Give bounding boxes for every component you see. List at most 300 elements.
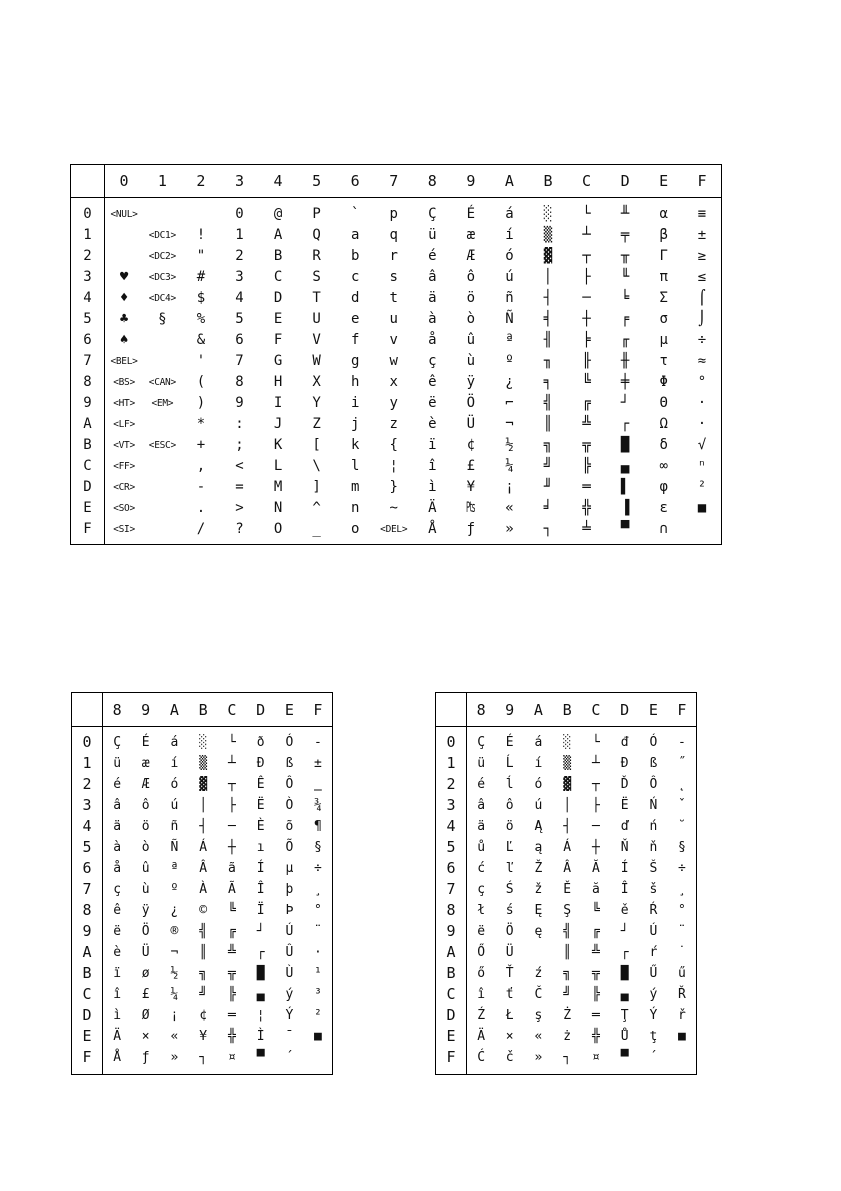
char-cell: ç bbox=[477, 882, 486, 897]
char-cell: ª bbox=[505, 332, 514, 348]
table-row bbox=[436, 1005, 697, 1026]
char-cell: ¾ bbox=[313, 798, 322, 813]
char-cell: ─ bbox=[582, 290, 591, 306]
row-header: 5 bbox=[71, 309, 105, 330]
char-cell: ╗ bbox=[563, 966, 572, 981]
char-cell: å bbox=[113, 861, 122, 876]
char-cell: È bbox=[256, 819, 265, 834]
char-cell: þ bbox=[285, 882, 294, 897]
char-cell: Ţ bbox=[620, 1008, 629, 1023]
table-row bbox=[71, 519, 722, 545]
char-cell: J bbox=[273, 416, 283, 432]
char-cell: e bbox=[350, 311, 360, 327]
char-cell: ╠ bbox=[582, 458, 591, 474]
corner-cell bbox=[72, 693, 103, 727]
table-row bbox=[72, 879, 333, 900]
char-cell: D bbox=[273, 290, 283, 306]
char-cell: ░ bbox=[543, 206, 553, 222]
char-cell: ₧ bbox=[466, 500, 476, 516]
char-cell: ╨ bbox=[620, 206, 630, 222]
char-cell: k bbox=[350, 437, 360, 453]
char-cell: ý bbox=[649, 987, 658, 1002]
char-cell: ╣ bbox=[543, 395, 553, 411]
char-cell: Û bbox=[285, 945, 294, 960]
column-header: B bbox=[553, 693, 582, 727]
char-cell: ╬ bbox=[227, 1029, 236, 1044]
char-cell: Ö bbox=[466, 395, 476, 411]
char-cell: Ü bbox=[141, 945, 150, 960]
char-cell: Þ bbox=[285, 903, 294, 918]
char-cell: Ő bbox=[477, 945, 486, 960]
char-cell: î bbox=[428, 458, 437, 474]
char-cell: É bbox=[505, 735, 514, 750]
table-row bbox=[72, 816, 333, 837]
char-cell: s bbox=[389, 269, 398, 285]
char-cell: x bbox=[389, 374, 398, 390]
char-cell: ♠ bbox=[119, 332, 129, 348]
char-cell: ¥ bbox=[466, 479, 476, 495]
row-header: D bbox=[436, 1005, 467, 1026]
char-cell: Ò bbox=[285, 798, 294, 813]
char-cell: á bbox=[170, 735, 179, 750]
char-cell: ¶ bbox=[313, 819, 322, 834]
char-cell: ł bbox=[477, 903, 486, 918]
char-cell: │ bbox=[199, 798, 208, 813]
char-cell: ╔ bbox=[227, 924, 236, 939]
char-cell: Q bbox=[312, 227, 321, 243]
char-cell: ŕ bbox=[649, 945, 658, 960]
char-cell: o bbox=[350, 521, 360, 537]
char-cell: f bbox=[350, 332, 360, 348]
char-cell: ÷ bbox=[677, 861, 686, 876]
char-cell: Ü bbox=[505, 945, 514, 960]
row-header: A bbox=[71, 414, 105, 435]
char-cell: ý bbox=[285, 987, 294, 1002]
table-row bbox=[436, 858, 697, 879]
row-header: 8 bbox=[436, 900, 467, 921]
char-cell: ¡ bbox=[170, 1008, 179, 1023]
column-header: 7 bbox=[374, 165, 413, 198]
char-cell: ª bbox=[170, 861, 179, 876]
char-cell: Ń bbox=[649, 798, 658, 813]
char-cell: è bbox=[428, 416, 437, 432]
char-cell: Ě bbox=[563, 882, 572, 897]
char-cell: ╦ bbox=[591, 966, 600, 981]
table-row bbox=[436, 879, 697, 900]
char-cell: <LF> bbox=[113, 419, 135, 430]
char-cell: ≥ bbox=[697, 248, 707, 264]
row-header: 3 bbox=[72, 795, 103, 816]
char-cell: ľ bbox=[505, 861, 514, 876]
column-header: C bbox=[218, 693, 247, 727]
char-cell: ├ bbox=[591, 798, 600, 813]
char-cell: ≡ bbox=[697, 206, 707, 222]
char-cell: ß bbox=[649, 756, 658, 771]
char-cell: × bbox=[141, 1029, 150, 1044]
char-cell: « bbox=[534, 1029, 543, 1044]
char-cell: ├ bbox=[582, 269, 591, 285]
char-cell: Ø bbox=[141, 1008, 150, 1023]
row-header: 7 bbox=[71, 351, 105, 372]
char-cell: ë bbox=[428, 395, 437, 411]
char-cell: 2 bbox=[235, 248, 244, 264]
column-header: 8 bbox=[413, 165, 452, 198]
char-cell: ┴ bbox=[227, 756, 236, 771]
char-cell: ) bbox=[196, 395, 206, 411]
column-header: 4 bbox=[259, 165, 298, 198]
char-cell: Ë bbox=[620, 798, 629, 813]
row-header: C bbox=[72, 984, 103, 1005]
char-cell: ▄ bbox=[256, 987, 265, 1002]
char-cell: µ bbox=[659, 332, 668, 348]
char-cell: ╦ bbox=[227, 966, 236, 981]
char-cell: Ę bbox=[534, 903, 543, 918]
char-cell: ║ bbox=[199, 945, 208, 960]
char-cell: » bbox=[534, 1050, 543, 1065]
table-row bbox=[72, 837, 333, 858]
row-header: 2 bbox=[72, 774, 103, 795]
char-cell: ╚ bbox=[591, 903, 600, 918]
table-row bbox=[436, 727, 697, 754]
table-row bbox=[71, 477, 722, 498]
char-cell: Ď bbox=[620, 777, 629, 792]
row-header: 5 bbox=[72, 837, 103, 858]
char-cell bbox=[143, 198, 182, 226]
char-cell: , bbox=[196, 458, 206, 474]
char-cell: Ú bbox=[285, 924, 294, 939]
left-header-row bbox=[72, 693, 333, 727]
table-row bbox=[71, 498, 722, 519]
char-cell: ð bbox=[256, 735, 265, 750]
char-cell: ö bbox=[466, 290, 476, 306]
table-row bbox=[436, 921, 697, 942]
row-header: 8 bbox=[72, 900, 103, 921]
row-header: B bbox=[71, 435, 105, 456]
char-cell: ż bbox=[563, 1029, 572, 1044]
char-cell: ¼ bbox=[505, 458, 514, 474]
char-cell: ╔ bbox=[582, 395, 591, 411]
row-header: 6 bbox=[71, 330, 105, 351]
char-cell: - bbox=[313, 735, 322, 750]
row-header: 6 bbox=[72, 858, 103, 879]
char-cell: § bbox=[677, 840, 686, 855]
char-cell: g bbox=[350, 353, 360, 369]
row-header: C bbox=[71, 456, 105, 477]
char-cell: ï bbox=[428, 437, 437, 453]
char-cell: M bbox=[273, 479, 283, 495]
char-cell: ⌐ bbox=[505, 395, 514, 411]
char-cell: ź bbox=[534, 966, 543, 981]
char-cell: ╦ bbox=[582, 437, 591, 453]
row-header: F bbox=[71, 519, 105, 545]
char-cell: Ë bbox=[256, 798, 265, 813]
row-header: 9 bbox=[71, 393, 105, 414]
char-cell: ╕ bbox=[543, 374, 553, 390]
char-cell: » bbox=[170, 1050, 179, 1065]
char-cell: ¦ bbox=[389, 458, 398, 474]
char-cell: σ bbox=[659, 311, 668, 327]
char-cell: Ž bbox=[534, 861, 543, 876]
char-cell: Ñ bbox=[170, 840, 179, 855]
char-cell: â bbox=[477, 798, 486, 813]
char-cell: Ś bbox=[505, 882, 514, 897]
char-cell: Ê bbox=[256, 777, 265, 792]
char-cell: é bbox=[477, 777, 486, 792]
char-cell: 1 bbox=[235, 227, 244, 243]
char-cell: ╗ bbox=[543, 437, 553, 453]
char-cell: ´ bbox=[285, 1050, 294, 1065]
char-cell: ~ bbox=[389, 500, 398, 516]
char-cell: ă bbox=[591, 882, 600, 897]
char-cell: É bbox=[141, 735, 150, 750]
char-cell: 4 bbox=[235, 290, 244, 306]
char-cell: α bbox=[659, 206, 668, 222]
char-cell: ▀ bbox=[620, 1050, 629, 1065]
row-header: 1 bbox=[436, 753, 467, 774]
char-cell: « bbox=[505, 500, 514, 516]
column-header: 9 bbox=[452, 165, 491, 198]
char-cell: ó bbox=[170, 777, 179, 792]
char-cell: Â bbox=[199, 861, 208, 876]
char-cell: Č bbox=[534, 987, 543, 1002]
char-cell: ì bbox=[113, 1008, 122, 1023]
char-cell: ` bbox=[350, 206, 360, 222]
column-header: D bbox=[606, 165, 645, 198]
char-cell: ã bbox=[227, 861, 236, 876]
table-row bbox=[72, 984, 333, 1005]
table-row bbox=[72, 795, 333, 816]
char-cell: v bbox=[389, 332, 398, 348]
char-cell: H bbox=[273, 374, 283, 390]
char-cell: é bbox=[113, 777, 122, 792]
char-cell: ┘ bbox=[256, 924, 265, 939]
row-header: 1 bbox=[71, 225, 105, 246]
char-cell: β bbox=[659, 227, 668, 243]
char-cell: î bbox=[477, 987, 486, 1002]
char-cell: ░ bbox=[563, 735, 572, 750]
table-row bbox=[72, 1026, 333, 1047]
char-cell: ¡ bbox=[505, 479, 514, 495]
char-cell: G bbox=[273, 353, 283, 369]
char-cell: ┬ bbox=[591, 777, 600, 792]
char-cell: ╪ bbox=[620, 374, 630, 390]
char-cell: æ bbox=[141, 756, 150, 771]
char-cell: ╓ bbox=[620, 332, 630, 348]
char-cell: « bbox=[170, 1029, 179, 1044]
char-cell: ▓ bbox=[199, 777, 208, 792]
char-cell: ¸ bbox=[677, 882, 686, 897]
char-cell: Ä bbox=[428, 500, 437, 516]
column-header: F bbox=[683, 165, 722, 198]
char-cell: ° bbox=[313, 903, 322, 918]
char-cell: ¨ bbox=[677, 924, 686, 939]
char-cell: ■ bbox=[697, 500, 707, 516]
char-cell: ] bbox=[312, 479, 321, 495]
table-row bbox=[72, 858, 333, 879]
column-header: 8 bbox=[467, 693, 496, 727]
char-cell: <VT> bbox=[113, 440, 135, 451]
char-cell: ê bbox=[428, 374, 437, 390]
char-cell: <SO> bbox=[113, 503, 135, 514]
char-cell: ô bbox=[466, 269, 476, 285]
row-header: 1 bbox=[72, 753, 103, 774]
char-cell: û bbox=[466, 332, 476, 348]
char-cell: t bbox=[389, 290, 398, 306]
char-cell: Æ bbox=[466, 248, 476, 264]
table-row bbox=[71, 435, 722, 456]
char-cell: N bbox=[273, 500, 283, 516]
table-row bbox=[436, 1026, 697, 1047]
char-cell: Ç bbox=[477, 735, 486, 750]
row-header: 4 bbox=[71, 288, 105, 309]
char-cell: { bbox=[389, 437, 398, 453]
char-cell: Å bbox=[428, 521, 437, 537]
char-cell: ┌ bbox=[620, 416, 630, 432]
char-cell: ú bbox=[170, 798, 179, 813]
char-cell: └ bbox=[582, 206, 591, 222]
char-cell: τ bbox=[659, 353, 668, 369]
char-cell: ƒ bbox=[141, 1050, 150, 1065]
char-cell: ─ bbox=[227, 819, 236, 834]
char-cell: ¹ bbox=[313, 966, 322, 981]
char-cell: ů bbox=[477, 840, 486, 855]
char-cell: ô bbox=[505, 798, 514, 813]
char-cell: ï bbox=[113, 966, 122, 981]
char-cell: ┴ bbox=[582, 227, 591, 243]
row-header: 6 bbox=[436, 858, 467, 879]
char-cell: ¬ bbox=[170, 945, 179, 960]
char-cell: : bbox=[235, 416, 244, 432]
char-cell: > bbox=[235, 500, 244, 516]
char-cell: ║ bbox=[563, 945, 572, 960]
char-cell bbox=[105, 246, 144, 267]
char-cell: Š bbox=[649, 861, 658, 876]
char-cell: <CAN> bbox=[148, 377, 176, 388]
char-cell: À bbox=[199, 882, 208, 897]
table-row bbox=[436, 816, 697, 837]
row-header: 3 bbox=[436, 795, 467, 816]
char-cell: ╛ bbox=[543, 500, 553, 516]
char-cell: q bbox=[389, 227, 398, 243]
char-cell: ▌ bbox=[620, 479, 630, 495]
char-cell: ü bbox=[428, 227, 437, 243]
table-row bbox=[72, 774, 333, 795]
char-cell: y bbox=[389, 395, 398, 411]
char-cell: ś bbox=[505, 903, 514, 918]
row-header: E bbox=[72, 1026, 103, 1047]
char-cell: + bbox=[196, 437, 206, 453]
char-cell: ¿ bbox=[505, 374, 514, 390]
char-cell: ╩ bbox=[591, 945, 600, 960]
char-cell bbox=[143, 519, 182, 545]
char-cell: Ç bbox=[428, 206, 437, 222]
char-cell: ⁿ bbox=[697, 458, 707, 474]
table-row bbox=[71, 456, 722, 477]
char-cell: ╗ bbox=[199, 966, 208, 981]
column-header: C bbox=[567, 165, 606, 198]
char-cell: ⌠ bbox=[697, 290, 707, 306]
char-cell: û bbox=[141, 861, 150, 876]
char-cell: ř bbox=[677, 1008, 686, 1023]
table-row bbox=[72, 963, 333, 984]
char-cell: ˘ bbox=[677, 819, 686, 834]
char-cell: █ bbox=[256, 966, 265, 981]
char-cell: W bbox=[312, 353, 321, 369]
row-header: A bbox=[436, 942, 467, 963]
char-cell: ┤ bbox=[199, 819, 208, 834]
char-cell: ü bbox=[477, 756, 486, 771]
char-cell: ö bbox=[141, 819, 150, 834]
char-cell: <NUL> bbox=[110, 209, 138, 220]
char-cell: ╡ bbox=[543, 311, 553, 327]
char-cell: # bbox=[196, 269, 206, 285]
table-row bbox=[71, 372, 722, 393]
row-header: F bbox=[72, 1047, 103, 1075]
char-cell: º bbox=[505, 353, 514, 369]
char-cell: ¿ bbox=[170, 903, 179, 918]
char-cell: <DC4> bbox=[148, 293, 176, 304]
char-cell: Á bbox=[199, 840, 208, 855]
char-cell: & bbox=[196, 332, 206, 348]
char-cell: ╣ bbox=[199, 924, 208, 939]
table-row bbox=[71, 198, 722, 226]
char-cell bbox=[304, 1047, 333, 1075]
char-cell: ╩ bbox=[227, 945, 236, 960]
char-cell: × bbox=[505, 1029, 514, 1044]
char-cell: ┐ bbox=[563, 1050, 572, 1065]
table-row bbox=[71, 330, 722, 351]
char-cell: º bbox=[170, 882, 179, 897]
column-header: 3 bbox=[220, 165, 259, 198]
char-cell: ♣ bbox=[119, 311, 129, 327]
char-cell: Ä bbox=[477, 1029, 486, 1044]
char-cell: © bbox=[199, 903, 208, 918]
char-cell: ╤ bbox=[620, 227, 630, 243]
char-cell: ♦ bbox=[119, 290, 129, 306]
char-cell: ñ bbox=[505, 290, 514, 306]
char-cell: ˛ bbox=[677, 777, 686, 792]
char-cell: ; bbox=[235, 437, 244, 453]
char-cell: P bbox=[312, 206, 321, 222]
char-cell: / bbox=[196, 521, 206, 537]
char-cell: ╩ bbox=[582, 416, 591, 432]
char-cell: 5 bbox=[235, 311, 244, 327]
char-cell: ═ bbox=[591, 1008, 600, 1023]
char-cell: ■ bbox=[313, 1029, 322, 1044]
row-header: 8 bbox=[71, 372, 105, 393]
char-cell: └ bbox=[227, 735, 236, 750]
char-cell: ╝ bbox=[543, 458, 553, 474]
char-cell: b bbox=[350, 248, 360, 264]
column-header: B bbox=[529, 165, 568, 198]
char-cell: Á bbox=[563, 840, 572, 855]
char-cell: ╠ bbox=[591, 987, 600, 1002]
char-cell: Ç bbox=[113, 735, 122, 750]
char-cell: ╘ bbox=[620, 290, 630, 306]
char-cell: - bbox=[677, 735, 686, 750]
char-cell: ╜ bbox=[543, 479, 553, 495]
char-cell: ⌡ bbox=[697, 311, 707, 327]
char-cell: └ bbox=[591, 735, 600, 750]
char-cell: ╬ bbox=[582, 500, 591, 516]
char-cell: Ù bbox=[285, 966, 294, 981]
char-cell: Ć bbox=[477, 1050, 486, 1065]
char-cell: ╞ bbox=[582, 332, 591, 348]
char-cell bbox=[143, 456, 182, 477]
char-cell: c bbox=[350, 269, 360, 285]
char-cell: ╚ bbox=[582, 374, 591, 390]
char-cell: ε bbox=[659, 500, 668, 516]
